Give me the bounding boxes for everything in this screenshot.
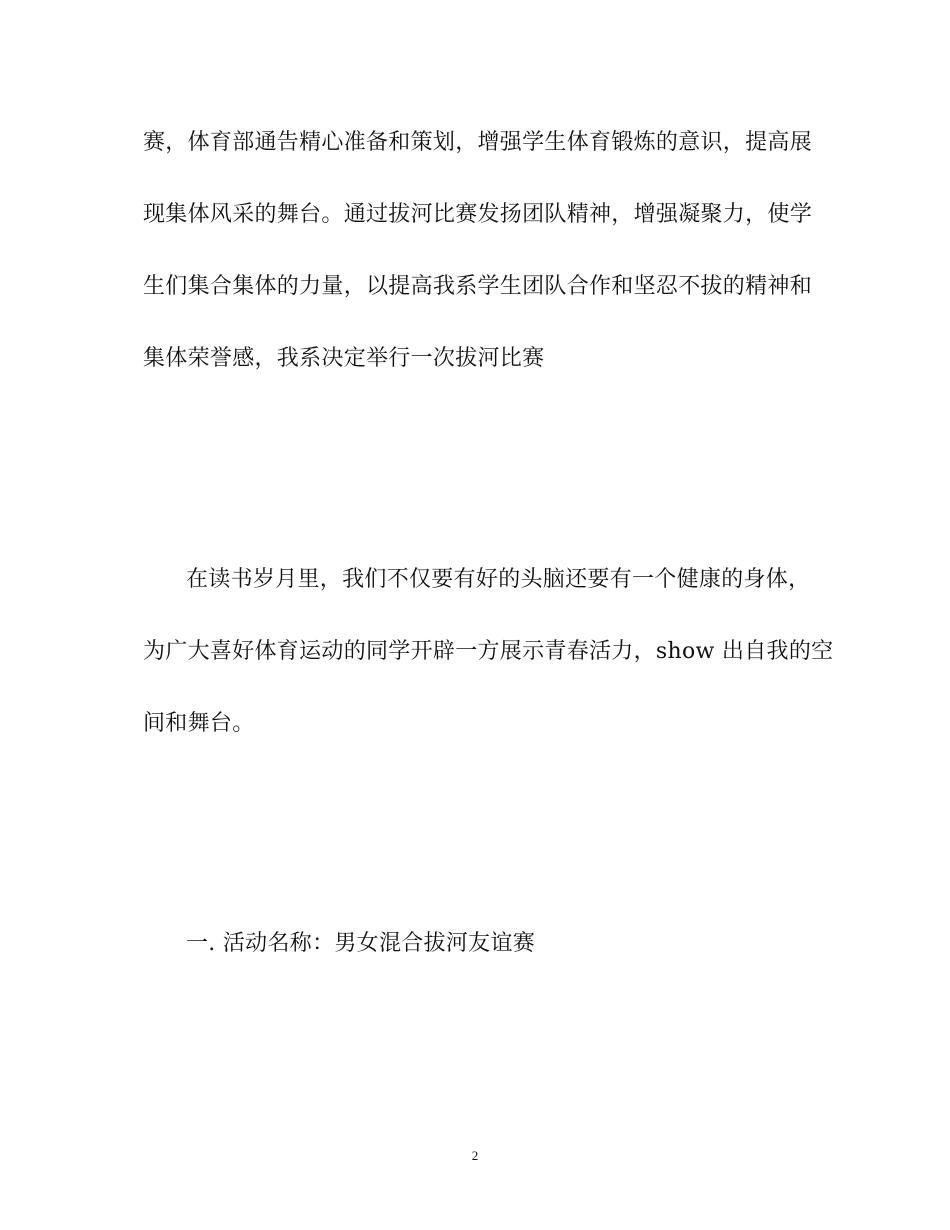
paragraph-1-line-2: 现集体风采的舞台。通过拔河比赛发扬团队精神，增强凝聚力，使学 bbox=[143, 202, 813, 227]
paragraph-2-line-3: 间和舞台。 bbox=[143, 711, 255, 736]
paragraph-2-line-2: 为广大喜好体育运动的同学开辟一方展示青春活力，show 出自我的空 bbox=[143, 639, 834, 664]
page-number: 2 bbox=[471, 1148, 479, 1163]
paragraph-2-line-1: 在读书岁月里，我们不仅要有好的头脑还要有一个健康的身体， bbox=[186, 567, 811, 592]
paragraph-1-line-4: 集体荣誉感，我系决定举行一次拔河比赛 bbox=[143, 346, 545, 371]
paragraph-1-line-1: 赛，体育部通告精心准备和策划，增强学生体育锻炼的意识，提高展 bbox=[143, 130, 813, 155]
paragraph-1-line-3: 生们集合集体的力量，以提高我系学生团队合作和坚忍不拔的精神和 bbox=[143, 274, 813, 299]
section-heading: 一. 活动名称：男女混合拔河友谊赛 bbox=[186, 931, 536, 956]
